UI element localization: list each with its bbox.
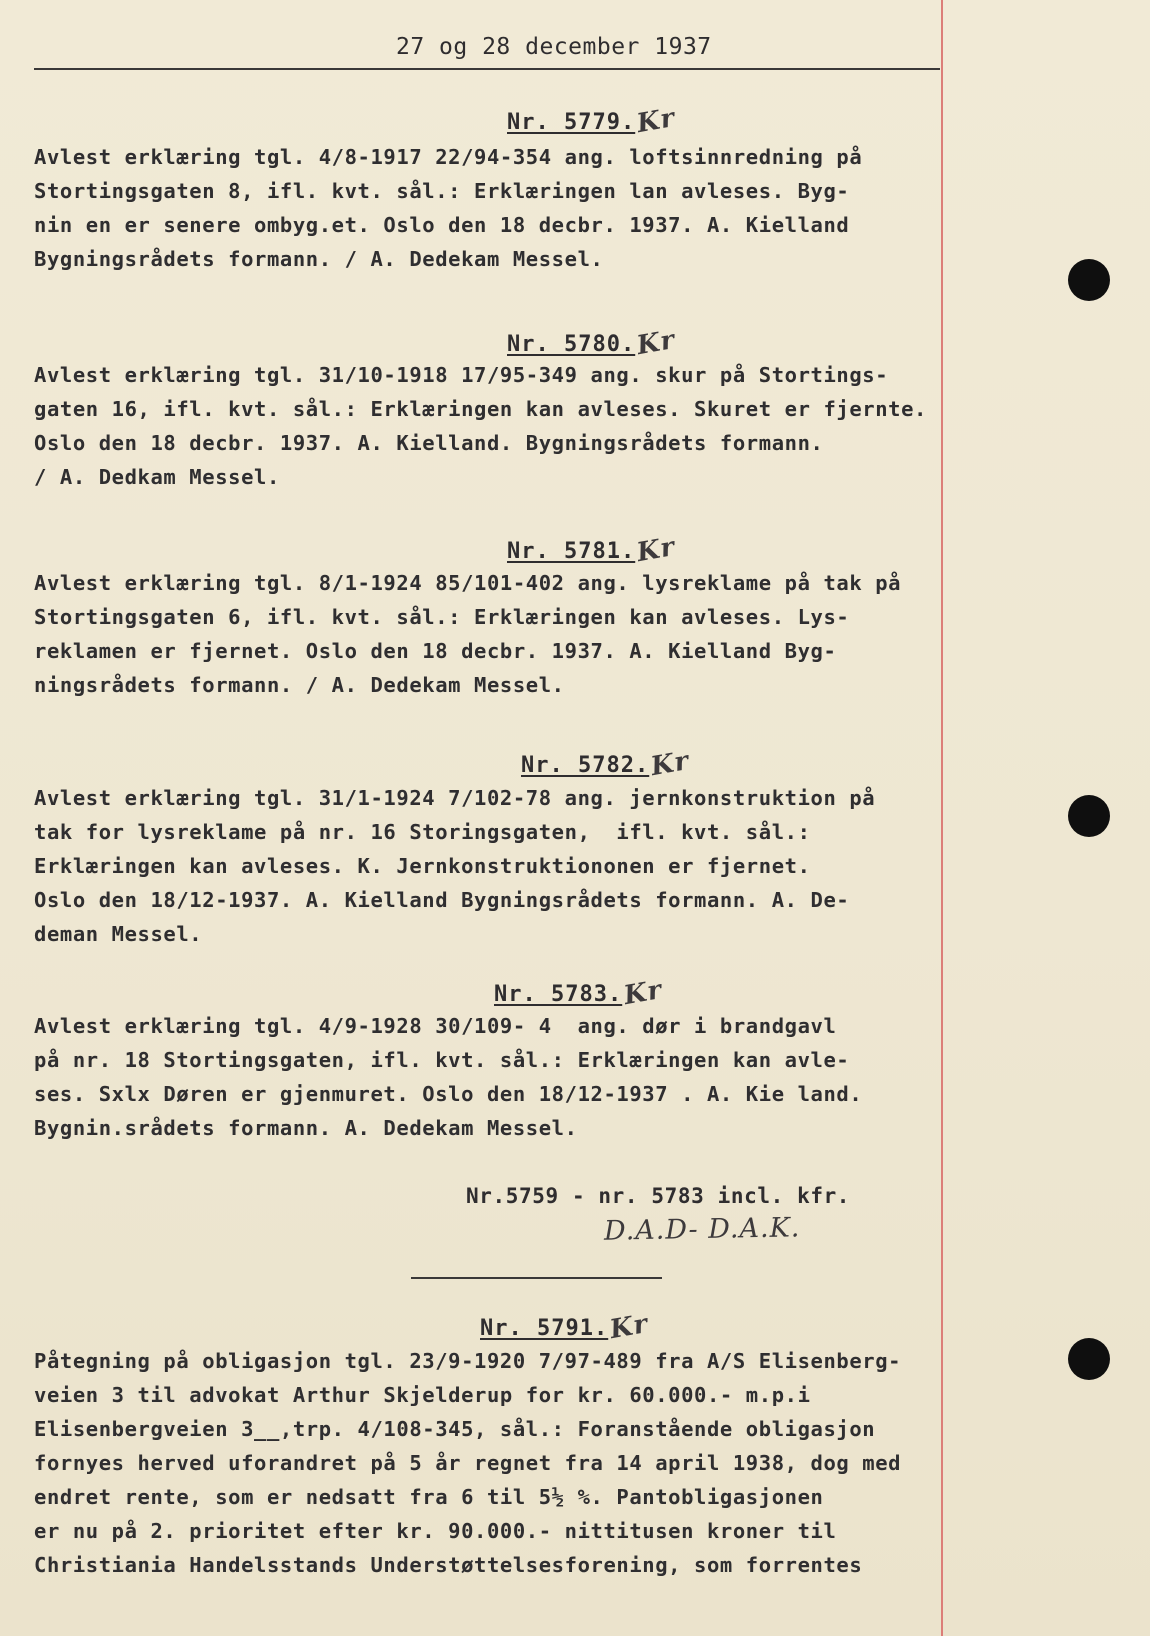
entry-number bbox=[494, 974, 665, 1012]
entry-number bbox=[507, 531, 678, 569]
entry-number bbox=[521, 745, 692, 783]
entry-initials: Kr bbox=[648, 745, 692, 783]
section-separator bbox=[411, 1277, 662, 1279]
entry-range-summary: Nr.5759 - nr. 5783 incl. kfr. bbox=[466, 1184, 851, 1208]
punch-hole-middle bbox=[1068, 795, 1110, 837]
entry-initials: Kr bbox=[634, 102, 678, 140]
entry-text: Avlest erklæring tgl. 4/8-1917 22/94-354 ang. loftsinnredning på Stortingsgaten 8, ifl. kvt. sål.: Erklæringen lan avleses. Byg- nin en er senere ombyg.et. Oslo den 18 decbr. 1937. A. Kielland Bygningsrådets formann. / A. Dedekam Messel. bbox=[34, 145, 863, 271]
entry-initials: Kr bbox=[634, 531, 678, 569]
entry-number bbox=[507, 324, 678, 362]
entry-text: Avlest erklæring tgl. 31/1-1924 7/102-78 ang. jernkonstruktion på tak for lysreklame på nr. 16 Storingsgaten, ifl. kvt. sål.: Erklæringen kan avleses. K. Jernkonstruktiononen er fjernet. Oslo den 18/12-1937. A. Kielland Bygningsrådets formann. A. De- deman Messel. bbox=[34, 786, 876, 946]
entry-number-text: Nr. 5781. bbox=[507, 539, 636, 564]
entry-number-text: Nr. 5779. bbox=[507, 110, 636, 135]
entry-initials: Kr bbox=[607, 1308, 651, 1346]
punch-hole-top bbox=[1068, 259, 1110, 301]
entry-number bbox=[507, 102, 678, 140]
entry-number-text: Nr. 5791. bbox=[480, 1316, 609, 1341]
page-header-date: 27 og 28 december 1937 bbox=[396, 34, 712, 60]
entry-text: Påtegning på obligasjon tgl. 23/9-1920 7/97-489 fra A/S Elisenberg- veien 3 til advokat Arthur Skjelderup for kr. 60.000.- m.p.i Elisenbergveien 3__,trp. 4/108-345, sål.: Foranstående obligasjon fornyes herved uforandret på 5 år regnet fra 14 april 1938, dog med endret rente, som er nedsatt fra 6 til 5½ %. Pantobligasjonen er nu på 2. prioritet efter kr. 90.000.- nittitusen kroner til Christiania Handelsstands Understøttelsesforening, som forrentes bbox=[34, 1349, 902, 1577]
entry-text: Avlest erklæring tgl. 4/9-1928 30/109- 4 ang. dør i brandgavl på nr. 18 Stortingsgaten, ifl. kvt. sål.: Erklæringen kan avle- ses. Sxlx Døren er gjenmuret. Oslo den 18/12-1937 . A. Kie land. Bygnin.srådets formann. A. Dedekam Messel. bbox=[34, 1014, 863, 1140]
entry-number-text: Nr. 5780. bbox=[507, 332, 636, 357]
entry-initials: Kr bbox=[634, 324, 678, 362]
entry-text: Avlest erklæring tgl. 31/10-1918 17/95-349 ang. skur på Stortings- gaten 16, ifl. kvt. sål.: Erklæringen kan avleses. Skuret er fjernte. Oslo den 18 decbr. 1937. A. Kielland. Bygningsrådets formann. / A. Dedkam Messel. bbox=[34, 363, 928, 489]
entry-initials: Kr bbox=[621, 974, 665, 1012]
punch-hole-bottom bbox=[1068, 1338, 1110, 1380]
entry-number-text: Nr. 5782. bbox=[521, 753, 650, 778]
handwritten-signature: D.A.D- D.A.K. bbox=[603, 1212, 801, 1247]
entry-number bbox=[480, 1308, 651, 1346]
entry-number-text: Nr. 5783. bbox=[494, 982, 623, 1007]
entry-text: Avlest erklæring tgl. 8/1-1924 85/101-402 ang. lysreklame på tak på Stortingsgaten 6, ifl. kvt. sål.: Erklæringen kan avleses. Lys- reklamen er fjernet. Oslo den 18 decbr. 1937. A. Kielland Byg- ningsrådets formann. / A. Dedekam Messel. bbox=[34, 571, 902, 697]
header-rule bbox=[34, 68, 940, 70]
